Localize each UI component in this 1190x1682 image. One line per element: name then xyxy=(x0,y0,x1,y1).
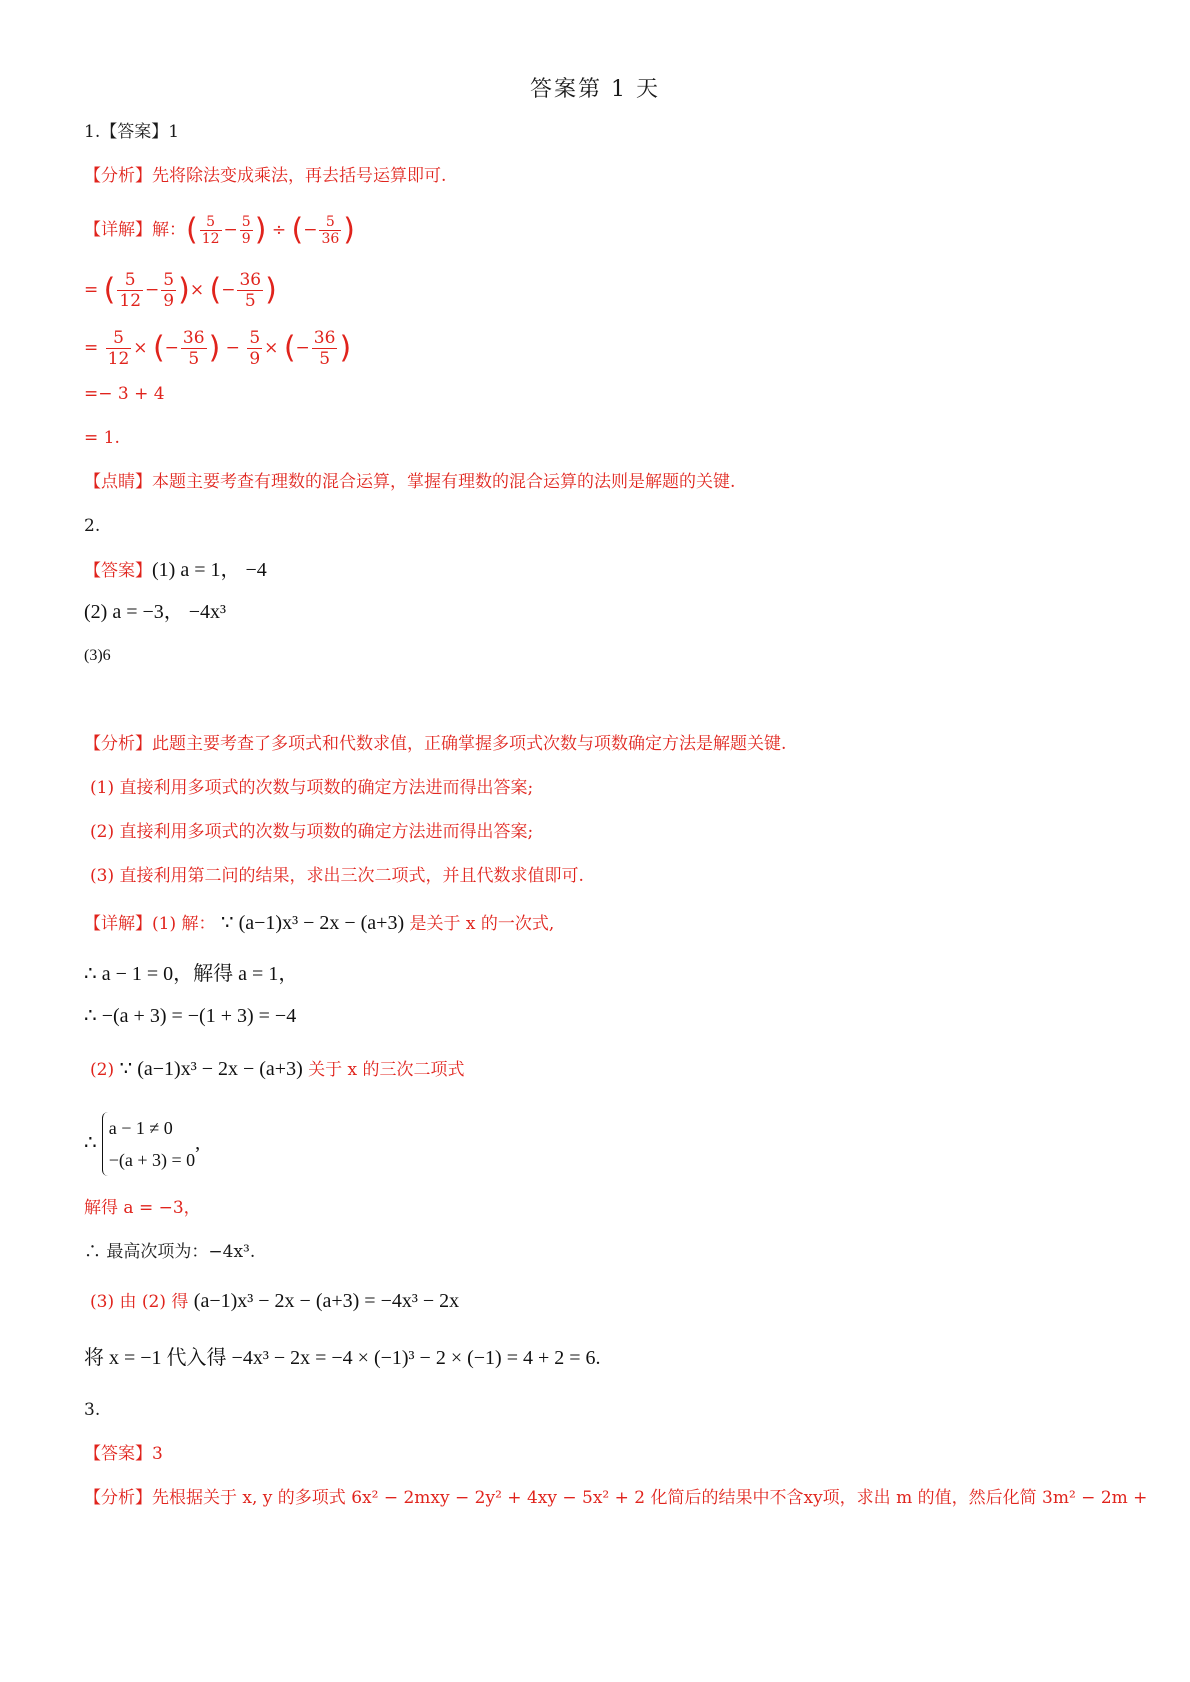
equation-system: a − 1 ≠ 0 −(a + 3) = 0 xyxy=(102,1112,195,1176)
q3-analysis: 【分析】先根据关于 x, y 的多项式 6x² − 2mxy − 2y² + 4xy − 5x² + 2 化简后的结果中不含xy项，求出 m 的值，然后化简 3m² − 2m + xyxy=(84,1488,1148,1508)
q2-detail-2: ∴ a − 1 = 0，解得 a = 1， xyxy=(84,963,299,985)
fraction-5-9: $\frac{5}{9}$ xyxy=(241,214,251,247)
q2-detail-7: (3) 由 (2) 得 (a−1)x³ − 2x − (a+3) = −4x³ − 2x xyxy=(90,1290,460,1312)
q2-analysis-2: (2) 直接利用多项式的次数与项数的确定方法进而得出答案; xyxy=(90,822,534,842)
q2-detail-6: ∴ 最高次项为：−4x³. xyxy=(84,1242,256,1262)
q1-answer-text: 1.【答案】1 xyxy=(84,122,180,142)
q1-eq2: = ( $\frac{5}{12}$ − $\frac{5}{9}$ )× (− $\frac{36}{5}$ ) xyxy=(84,270,277,311)
q2-detail-5: 解得 a = −3， xyxy=(84,1198,201,1218)
q2-answer-2: (2) a = −3， −4x³ xyxy=(84,601,227,623)
q2-answer-1: 【答案】(1) a = 1， −4 xyxy=(84,559,267,581)
q1-eq3: = $\frac{5}{12}$ × (− $\frac{36}{5}$ ) − $\frac{5}{9}$ × (− $\frac{36}{5}$ ) xyxy=(84,328,352,369)
q2-analysis-3: (3) 直接利用第二问的结果，求出三次二项式，并且代数求值即可. xyxy=(90,866,584,886)
q2-analysis: 【分析】此题主要考查了多项式和代数求值，正确掌握多项式次数与项数确定方法是解题关键. xyxy=(84,734,787,754)
q1-detail-label: 【详解】解： xyxy=(84,220,186,240)
q2-detail-1: 【详解】(1) 解： ∵ (a−1)x³ − 2x − (a+3) 是关于 x 的一次式, xyxy=(84,912,555,934)
q3-answer: 【答案】3 xyxy=(84,1444,163,1464)
q2-detail-3: ∴ −(a + 3) = −(1 + 3) = −4 xyxy=(84,1005,297,1027)
fraction-5-12: $\frac{5}{12}$ xyxy=(201,214,220,247)
q1-detail-line1: 【详解】解：( $\frac{5}{12}$ − $\frac{5}{9}$ ) ÷ (− $\frac{5}{36}$ ) xyxy=(84,212,356,248)
q2-detail-8: 将 x = −1 代入得 −4x³ − 2x = −4 × (−1)³ − 2 × (−1) = 4 + 2 = 6. xyxy=(84,1347,601,1369)
q1-eq4: =− 3 + 4 xyxy=(84,384,165,404)
q2-detail-4: (2) ∵ (a−1)x³ − 2x − (a+3) 关于 x 的三次二项式 xyxy=(90,1058,465,1080)
q2-analysis-1: (1) 直接利用多项式的次数与项数的确定方法进而得出答案; xyxy=(90,778,534,798)
q2-system: ∴ a − 1 ≠ 0 −(a + 3) = 0 , xyxy=(84,1110,200,1176)
page-title: 答案第 1 天 xyxy=(530,77,660,102)
q3-number: 3. xyxy=(84,1400,101,1420)
q1-answer xyxy=(84,120,179,144)
q2-answer-label: 【答案】 xyxy=(84,561,152,581)
fraction-5-36: $\frac{5}{36}$ xyxy=(321,214,340,247)
q2-answer-3: (3)6 xyxy=(84,647,111,664)
q1-comment: 【点睛】本题主要考查有理数的混合运算，掌握有理数的混合运算的法则是解题的关键. xyxy=(84,472,736,492)
q2-number: 2. xyxy=(84,516,101,536)
q1-eq5: = 1. xyxy=(84,428,120,448)
q1-analysis: 【分析】先将除法变成乘法，再去括号运算即可. xyxy=(84,166,447,186)
